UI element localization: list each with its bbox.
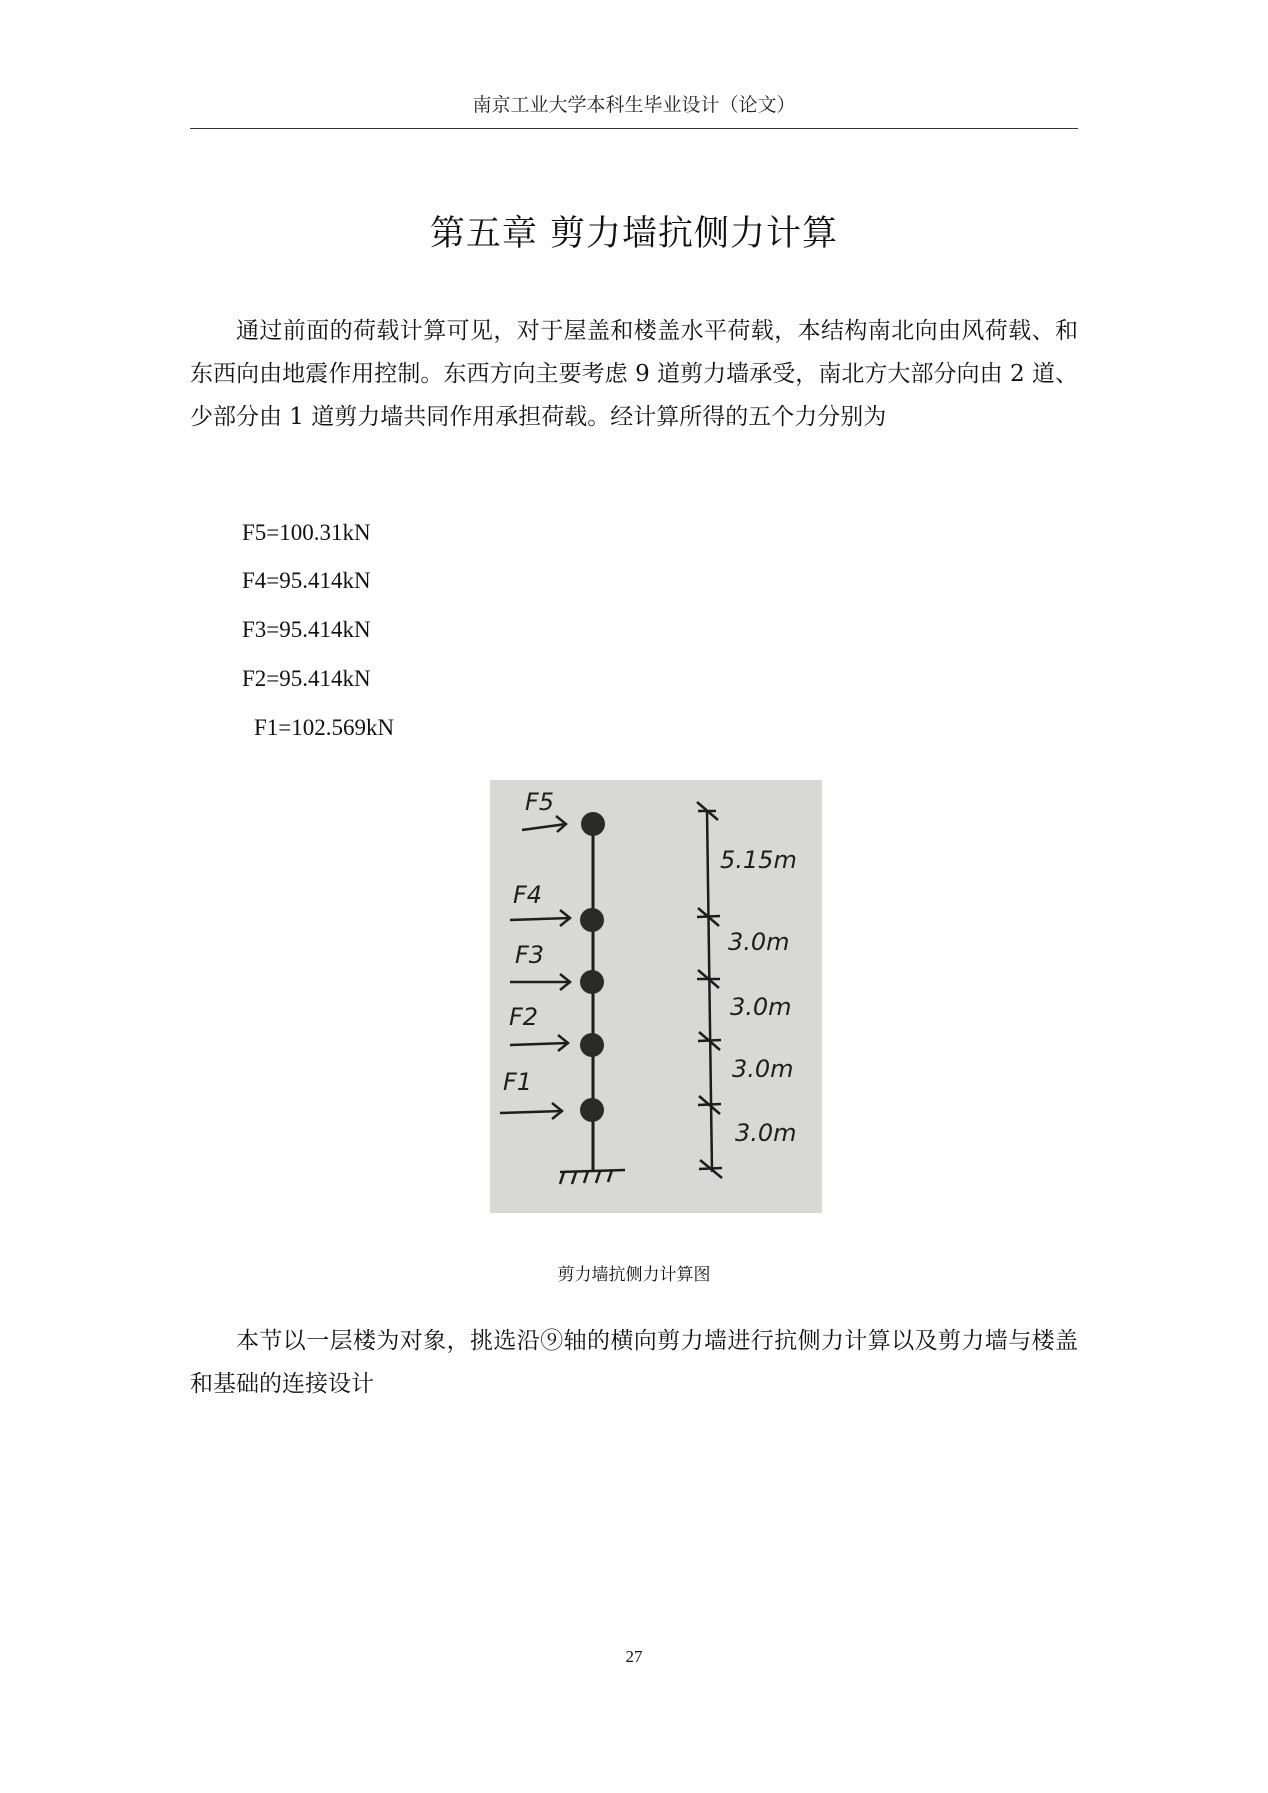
dimension-line [707, 810, 712, 1172]
chapter-title: 第五章 剪力墙抗侧力计算 [429, 214, 839, 254]
force-label-f1: F1 [503, 1068, 533, 1096]
force-f5-value: F5=100.31kN [242, 520, 371, 545]
force-f3-value: F3=95.414kN [242, 617, 371, 642]
force-arrow-1 [500, 1103, 562, 1119]
floor-node-3 [580, 970, 604, 994]
page-number: 27 [625, 1647, 643, 1666]
floor-node-5 [581, 812, 605, 836]
force-f1-value: F1=102.569kN [254, 715, 395, 740]
force-label-f5: F5 [525, 788, 555, 816]
running-header: 南京工业大学本科生毕业设计（论文） [472, 94, 796, 116]
force-label-f4: F4 [513, 881, 543, 909]
fixed-support-hatch [560, 1170, 625, 1184]
dimension-label-2: 3.0m [732, 1055, 794, 1083]
force-label-f2: F2 [509, 1003, 539, 1031]
intro-paragraph: 通过前面的荷载计算可见，对于屋盖和楼盖水平荷载，本结构南北向由风荷载、和东西向由地震作用控制。东西方向主要考虑 9 道剪力墙承受，南北方大部分向由 2 道、少部分由 1 道剪力墙共同作用承担荷载。经计算所得的五个力分别为 [190, 318, 1078, 430]
force-f4-value: F4=95.414kN [242, 568, 371, 593]
shear-wall-figure [490, 780, 822, 1213]
header-rule [190, 128, 1078, 129]
floor-node-4 [580, 908, 604, 932]
dimension-label-5: 5.15m [720, 846, 797, 874]
force-f2-value: F2=95.414kN [242, 666, 371, 691]
force-arrow-2 [510, 1035, 568, 1051]
figure-caption: 剪力墙抗侧力计算图 [557, 1265, 711, 1285]
force-arrow-3 [510, 974, 570, 990]
section-paragraph: 本节以一层楼为对象，挑选沿⑨轴的横向剪力墙进行抗侧力计算以及剪力墙与楼盖和基础的连接设计 [190, 1328, 1078, 1397]
force-arrow-5 [522, 816, 566, 832]
dimension-label-1: 3.0m [735, 1119, 797, 1147]
floor-node-2 [580, 1033, 604, 1057]
force-label-f3: F3 [515, 941, 545, 969]
dimension-label-4: 3.0m [728, 928, 790, 956]
force-arrow-4 [510, 910, 570, 926]
dimension-label-3: 3.0m [730, 993, 792, 1021]
floor-node-1 [580, 1098, 604, 1122]
